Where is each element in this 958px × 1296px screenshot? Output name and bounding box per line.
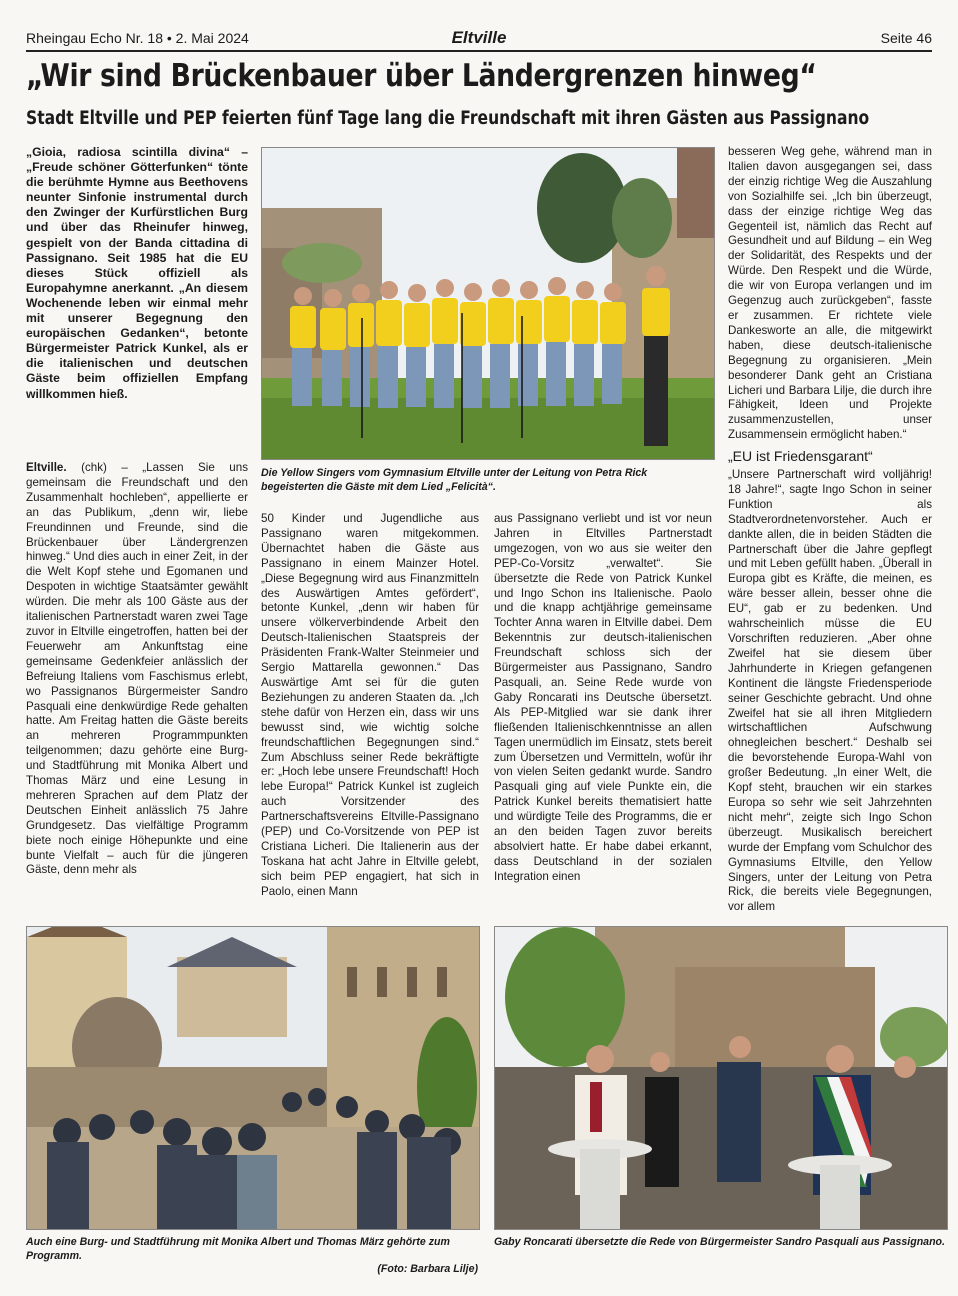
choir-photo-illustration bbox=[262, 148, 714, 459]
lead-paragraph: „Gioia, radiosa scintilla divina“ – „Freude schöner Götterfunken“ tönte die berühmte Hymne aus Beethovens neunter Sinfonie instrumental durch den Zwinger der Kurfürstlichen Burg und über das Rheinufer hinweg, gespielt von der Banda cittadina di Passignano. Seit 1985 hat die EU dieses Stück offiziell als Europahymne anerkannt. „An diesem Wochenende leben wir einmal mehr mit unserer Begegnung den europäischen Gedanken“, betonte Bürgermeister Patrick Kunkel, als er die italienischen und deutschen Gäste beim offiziellen Empfang willkommen hieß. bbox=[26, 145, 248, 401]
choir-caption: Die Yellow Singers vom Gymnasium Eltville unter der Leitung von Petra Rick begeisterten die Gäste mit dem Lied „Felicità“. bbox=[261, 467, 648, 493]
article-column-2: 50 Kinder und Jugendliche aus Passignano waren mitgekommen. Übernachtet haben die Gäste aus Passignano in einem Mainzer Hotel. „Diese Begegnung wird aus Finanzmitteln des Auswärtigen Amtes gefördert“, betonte Kunkel, „denn wir haben für unsere völkerverbindende Arbeit den Deutsch-Italienischen Staatspreis der Präsidenten Frank-Walter Steinmeier und Sergio Mattarella gewonnen.“ Das Auswärtige Amt sei für die guten Beziehungen zu anderen Staaten da. „Ich stehe dafür von Herzen ein, dass wir uns bewusst sind, wie wichtig solche freundschaftlichen Begegnungen sind.“ Zum Abschluss seiner Rede bekräftigte er: „Hoch lebe unsere Freundschaft! Hoch lebe Europa!“ Patrick Kunkel ist zugleich auch Vorsitzender des Partnerschaftsvereins Eltville-Passignano (PEP) und Co-Vorsitzende von PEP ist Cristiana Licheri. Die Italienerin aus der Toskana hat acht Jahre in Eltville gelebt, sich beim PEP engagiert, hat sich in Paolo, einen Mann bbox=[261, 512, 479, 898]
headline: „Wir sind Brückenbauer über Ländergrenzen hinweg“ bbox=[26, 58, 817, 94]
article-column-3: aus Passignano verliebt und ist vor neun Jahren in Eltvilles Partnerstadt umgezogen, von wo aus sie weiter den PEP-Co-Vorsitz „verwaltet“. Sie übersetzte die Rede von Patrick Kunkel und Ingo Schon ins Italienische. Paolo und die knapp achtjährige gemeinsame Tochter Anna waren in Eltville dabei. Dem Bekenntnis zur deutsch-italienischen Freundschaft schloss sich der Bürgermeister aus Passignano, Sandro Pasquali, an. Seine Rede wurde von Gaby Roncarati ins Deutsche übersetzt. Als PEP-Mitglied war sie dank ihrer fließenden Italienischkenntnisse an allen Tagen unermüdlich im Einsatz, stets bereit zum Übersetzen und Vermitteln, wofür ihr von vielen Seiten gedankt wurde. Sandro Pasquali ging auf viele Punkte ein, die Patrick Kunkel bereits thematisiert hatte und würdigte Teile des Programms, die er an den beiden Tagen zuvor bereits absolviert hatte. Er habe dabei erkannt, dass Deutschland in der sozialen Integration einen bbox=[494, 512, 712, 883]
page-header bbox=[26, 28, 932, 52]
tour-photo-illustration bbox=[27, 927, 479, 1229]
article-column-1 bbox=[26, 461, 248, 921]
issue-info: Rheingau Echo Nr. 18 • 2. Mai 2024 bbox=[26, 30, 249, 46]
page-number: Seite 46 bbox=[880, 30, 932, 46]
speech-caption: Gaby Roncarati übersetzte die Rede von Bürgermeister Sandro Pasquali aus Passignano. bbox=[494, 1236, 945, 1248]
subheadline: Stadt Eltville und PEP feierten fünf Tage lang die Freundschaft mit ihren Gästen aus Passignano bbox=[26, 108, 870, 129]
column-1-text: (chk) – „Lassen Sie uns gemeinsam die Freundschaft und den Zusammenhalt hochleben“, appellierte er an das Publikum, „denn wir, liebe Freundinnen und Freunde, sind die Brückenbauer über Ländergrenzen hinweg.“ Und dies auch in einer Zeit, in der die Welt Kopf stehe und Egomanen und Despoten in wichtige Staatsämter gewählt würden. Die mehr als 100 Gäste aus der italienischen Partnerstadt waren zwei Tage zuvor in Eltville eingetroffen, hatten bei der Feuerwehr am Ankunftstag eine gemeinsame Gedenkfeier anlässlich der Befreiung Italiens vom Faschismus erlebt, wo Passignanos Bürgermeister Sandro Pasquali eine denkwürdige Rede gehalten hatte. Am Freitag hatten die Gäste bereits an mehreren Programmpunkten teilgenommen; dazu gehörte eine Burg- und Stadtführung mit Monika Albert und Thomas März und eine Lesung in mehreren Sprachen auf dem Platz der Deutschen Einheit anlässlich 75 Jahre Grundgesetz. Das vielfältige Programm biete noch einige Höhepunkte und eine bunte Vielfalt – auch für die jüngeren Gäste, denn mehr als bbox=[26, 461, 248, 877]
section-subtitle: „EU ist Friedensgarant“ bbox=[728, 448, 873, 465]
article-column-4 bbox=[728, 145, 932, 921]
speech-photo bbox=[494, 926, 948, 1230]
speech-photo-illustration bbox=[495, 927, 947, 1229]
photo-credit: (Foto: Barbara Lilje) bbox=[377, 1263, 478, 1276]
tour-caption-text: Auch eine Burg- und Stadtführung mit Monika Albert und Thomas März gehörte zum Programm. bbox=[26, 1236, 450, 1262]
dateline: Eltville. bbox=[26, 461, 67, 474]
section-title: Eltville bbox=[451, 28, 507, 47]
column-4-top-text: besseren Weg gehe, während man in Italien davon ausgegangen sei, dass der einzig richtige Weg die Auszahlung von Sozialhilfe sei. „Ich bin überzeugt, dass der einzige richtige Weg das Gegenteil ist, nämlich das Recht auf Gesundheit und auf Bildung – ein Weg der Solidarität, des Respekts und der Würde. Den Respekt und die Würde, die wir von Europa verlangen und im Gegenzug auch zurückgeben“, fasste er zusammen. Er richtete viele Dankesworte an alle, die mitgewirkt haben, diese deutsch-italienische Begegnung zu organisieren. „Mein besonderer Dank geht an Cristiana Licheri und Barbara Lilje, die durch ihre Fähigkeit, Ideen und Projekte zusammenzustellen, unser Zusammensein ermöglicht haben.“ bbox=[728, 145, 932, 442]
column-4-bottom-text: „Unsere Partnerschaft wird volljährig! 18 Jahre!“, sagte Ingo Schon in seiner Funktion als Stadtverordnetenvorsteher. Auch er dankte allen, die in beiden Städten die Partnerschaft über die Jahre gepflegt und mit Leben gefüllt haben. „Überall in Europa gibt es Kräfte, die meinen, es wäre besser allein, besser ohne die EU“, gab er zu bedenken. Und wahrscheinlich müsse die EU Vorschriften reduzieren. „Aber ohne Zweifel hat sie diesem über Jahrhunderte in Kriegen gefangenen Kontinent die längste Friedensperiode seiner Geschichte gebracht. Und ohne Zweifel hat sie all ihren Mitgliedern wirtschaftlichen Aufschwung ohnegleichen beschert.“ Deshalb sei die bevorstehende Europa-Wahl von großer Bedeutung. „In einer Welt, die Kopf steht, brauchen wir ein starkes Europa so sehr wie seit Jahrzehnten nicht mehr“, zeigte sich Ingo Schon überzeugt. Musikalisch bereichert wurde der Empfang vom Schulchor des Gymnasiums Eltville, den Yellow Singers, unter der Leitung von Petra Rick, die bereits viele Begegnungen, vor allem bbox=[728, 468, 932, 914]
tour-caption bbox=[26, 1236, 478, 1277]
tour-photo bbox=[26, 926, 480, 1230]
choir-photo bbox=[261, 147, 715, 460]
